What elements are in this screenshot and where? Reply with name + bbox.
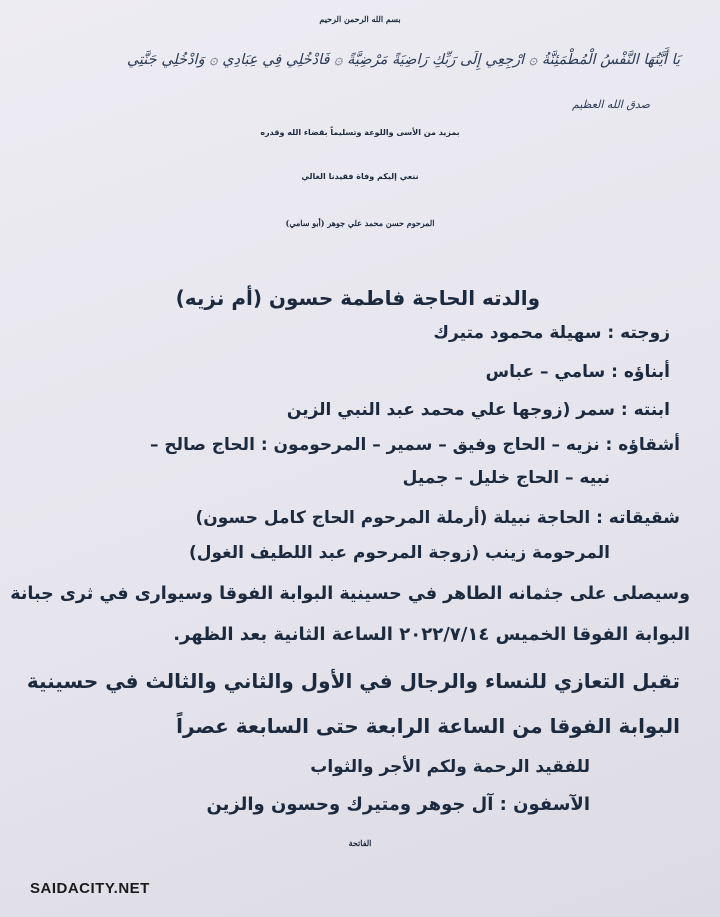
funeral-line-1: وسيصلى على جثمانه الطاهر في حسينية البوابة الفوقا وسيوارى في ثرى جبانة — [10, 584, 690, 604]
funeral-line-2: البوابة الفوقا الخميس ٢٠٢٢/٧/١٤ الساعة الثانية بعد الظهر. — [173, 624, 690, 645]
intro-line-1: بمزيد من الأسى واللوعة وتسليماً بقضاء الله وقدره — [260, 128, 460, 137]
basmala: بسم الله الرحمن الرحيم — [319, 14, 401, 24]
wife-line: زوجته : سهيلة محمود متيرك — [433, 323, 670, 343]
intro-line-2: ننعي إليكم وفاة فقيدنا الغالي — [301, 172, 419, 181]
mother-line: والدته الحاجة فاطمة حسون (أم نزيه) — [175, 286, 540, 310]
condolence-line-1: تقبل التعازي للنساء والرجال في الأول والثاني والثالث في حسينية — [26, 669, 680, 693]
fatiha-closing: الفاتحة — [348, 838, 372, 848]
sisters-line-1: شقيقاته : الحاجة نبيلة (أرملة المرحوم الحاج كامل حسون) — [195, 508, 680, 528]
brothers-line-1: أشقاؤه : نزيه – الحاج وفيق – سمير – المرحومون : الحاج صالح – — [150, 435, 680, 455]
sons-line: أبناؤه : سامي – عباس — [485, 362, 670, 382]
prayer-line: للفقيد الرحمة ولكم الأجر والثواب — [310, 757, 590, 777]
sisters-line-2: المرحومة زينب (زوجة المرحوم عبد اللطيف الغول) — [188, 543, 610, 563]
site-watermark: SAIDACITY.NET — [30, 880, 150, 897]
deceased-name: المرحوم حسن محمد علي جوهر (أبو سامي) — [285, 218, 435, 228]
sadaqa-line: صدق الله العظيم — [572, 98, 650, 111]
condolence-line-2: البوابة الفوقا من الساعة الرابعة حتى السابعة عصراً — [176, 714, 680, 738]
mourners-line: الآسفون : آل جوهر ومتيرك وحسون والزين — [206, 794, 590, 815]
quran-verse: يَا أَيَّتُهَا النَّفْسُ الْمُطْمَئِنَّةُ ۞ ارْجِعِي إِلَى رَبِّكِ رَاضِيَةً مَرْضِيَّةً ۞ فَادْخُلِي فِي عِبَادِي ۞ وَادْخُلِي جَنَّتِي — [126, 52, 680, 68]
daughter-line: ابنته : سمر (زوجها علي محمد عبد النبي الزين — [286, 400, 670, 420]
brothers-line-2: نبيه – الحاج خليل – جميل — [402, 468, 610, 488]
